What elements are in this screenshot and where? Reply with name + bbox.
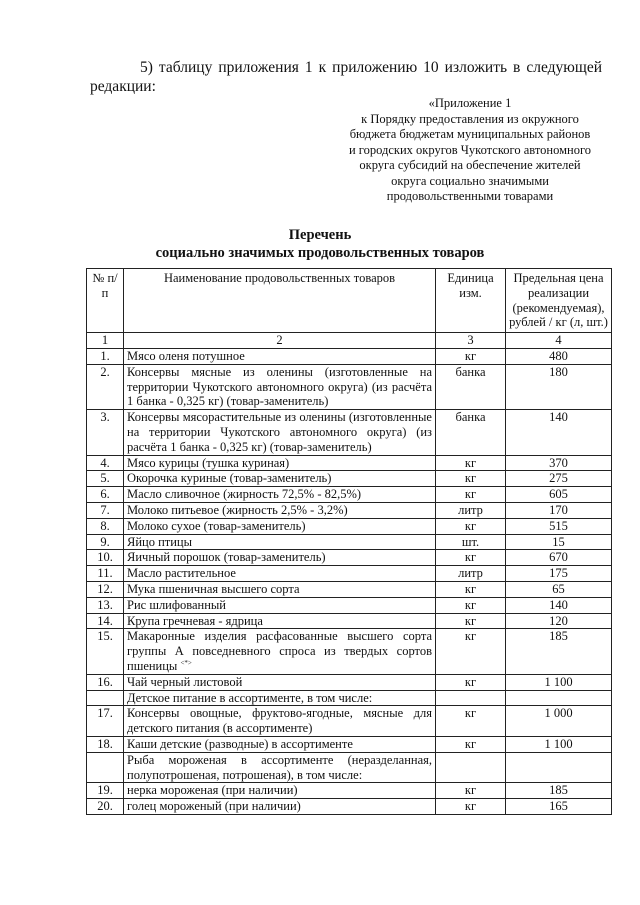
row-price [506, 364, 612, 409]
row-number [87, 502, 124, 518]
row-name [124, 550, 436, 566]
table-index-row [87, 333, 612, 349]
table-row [87, 455, 612, 471]
table-row [87, 783, 612, 799]
table-row [87, 550, 612, 566]
row-number-text: 20. [97, 799, 113, 814]
row-name-text: Детское питание в ассортименте, в том числе: [127, 690, 373, 705]
appendix-reference [320, 96, 620, 205]
row-name [124, 799, 436, 815]
table-row [87, 471, 612, 487]
intro-line-2: редакции: [90, 78, 156, 95]
row-price [506, 706, 612, 737]
row-price-text: 1 000 [544, 706, 573, 721]
header-name: Наименование продовольственных товаров [124, 269, 436, 333]
row-unit-text: кг [464, 471, 477, 486]
row-number [87, 348, 124, 364]
row-unit-text: кг [464, 487, 477, 502]
row-unit-text: литр [458, 566, 483, 581]
row-unit-text: кг [464, 706, 477, 721]
row-name-text: Макаронные изделия расфасованные высшего сорта группы А повседневного спроса из твердых сортов пшеницы [127, 629, 432, 673]
row-unit [436, 581, 506, 597]
table-row [87, 502, 612, 518]
row-name [124, 455, 436, 471]
row-price-text: 185 [549, 629, 568, 644]
row-price-text: 140 [549, 410, 568, 425]
row-unit-text: банка [455, 364, 486, 379]
table-row [87, 534, 612, 550]
row-name [124, 581, 436, 597]
row-unit-text: шт. [461, 534, 480, 549]
row-unit-text: банка [455, 410, 486, 425]
row-unit-text: литр [458, 502, 483, 517]
row-number [87, 613, 124, 629]
appendix-line: округа социально значимыми [391, 173, 549, 188]
row-number [87, 783, 124, 799]
appendix-line: «Приложение 1 [428, 96, 512, 110]
row-name-text: Рис шлифованный [127, 597, 226, 612]
row-price-text: 370 [549, 455, 568, 470]
heading-subtitle: социально значимых продовольственных товаров [155, 245, 485, 261]
row-price [506, 752, 612, 783]
row-number [87, 455, 124, 471]
row-number [87, 471, 124, 487]
row-number-text: 10. [97, 550, 113, 565]
row-unit [436, 455, 506, 471]
row-number-text: 12. [97, 581, 113, 596]
row-name-text: нерка мороженая (при наличии) [127, 783, 298, 798]
appendix-line: бюджета бюджетам муниципальных районов [349, 127, 591, 141]
row-number [87, 799, 124, 815]
row-number-text: 13. [97, 597, 113, 612]
row-unit-text: кг [464, 674, 477, 689]
row-name-text: Масло сливочное (жирность 72,5% - 82,5%) [127, 487, 362, 502]
row-unit [436, 613, 506, 629]
row-price [506, 613, 612, 629]
row-number [87, 410, 124, 455]
row-unit-text: кг [464, 783, 477, 798]
table-row [87, 674, 612, 690]
row-name-text: Чай черный листовой [127, 674, 243, 689]
row-name [124, 518, 436, 534]
row-price-text: 480 [549, 348, 568, 363]
row-price-text: 165 [549, 799, 568, 814]
row-unit [436, 752, 506, 783]
index-cell: 4 [506, 333, 612, 349]
row-number [87, 534, 124, 550]
row-price [506, 534, 612, 550]
row-name-text: голец мороженый (при наличии) [127, 799, 301, 814]
row-name-text: Каши детские (разводные) в ассортименте [127, 736, 353, 751]
row-price-text: 1 100 [544, 674, 573, 689]
row-number [87, 581, 124, 597]
row-number-text: 8. [100, 518, 110, 533]
table-header-row [87, 269, 612, 333]
intro-paragraph [90, 58, 602, 96]
row-name-text: Крупа гречневая - ядрица [127, 613, 263, 628]
row-name-text: Мясо оленя потушное [127, 348, 245, 363]
row-price-text: 515 [549, 518, 568, 533]
intro-line-1: 5) таблицу приложения 1 к приложению 10 изложить в следующей [140, 59, 602, 76]
row-number-text: 3. [100, 410, 110, 425]
row-unit [436, 706, 506, 737]
row-name-text: Окорочка куриные (товар-заменитель) [127, 471, 332, 486]
header-num: № п/п [87, 269, 124, 333]
row-unit [436, 487, 506, 503]
row-number [87, 518, 124, 534]
row-price-text: 605 [549, 487, 568, 502]
row-price-text: 185 [549, 783, 568, 798]
row-name-text: Мясо курицы (тушка куриная) [127, 455, 290, 470]
row-unit [436, 364, 506, 409]
table-row [87, 597, 612, 613]
row-number-text: 5. [100, 471, 110, 486]
row-unit-text: кг [464, 629, 477, 644]
row-unit [436, 597, 506, 613]
row-unit [436, 783, 506, 799]
row-price [506, 550, 612, 566]
row-unit-text: кг [464, 348, 477, 363]
row-number [87, 566, 124, 582]
table-row [87, 518, 612, 534]
row-price [506, 455, 612, 471]
table-row [87, 799, 612, 815]
row-name [124, 736, 436, 752]
row-name [124, 487, 436, 503]
row-number-text: 17. [97, 706, 113, 721]
appendix-line: округа субсидий на обеспечение жителей [359, 158, 581, 172]
row-price [506, 690, 612, 706]
row-unit [436, 518, 506, 534]
row-price [506, 597, 612, 613]
row-price-text: 1 100 [544, 736, 573, 751]
table-row [87, 348, 612, 364]
row-price [506, 674, 612, 690]
index-cell: 2 [124, 333, 436, 349]
row-price [506, 783, 612, 799]
row-number-text: 2. [100, 364, 110, 379]
row-name [124, 364, 436, 409]
row-price [506, 581, 612, 597]
table-row [87, 364, 612, 409]
row-name [124, 629, 436, 674]
row-number-text: 19. [97, 783, 113, 798]
row-name [124, 613, 436, 629]
row-price [506, 487, 612, 503]
row-unit [436, 410, 506, 455]
row-price-text: 170 [549, 502, 568, 517]
row-name-text: Рыба мороженая в ассортименте (неразделанная, полупотрошеная, потрошеная), в том числе: [127, 752, 432, 782]
row-name [124, 674, 436, 690]
row-unit-text: кг [464, 799, 477, 814]
row-price [506, 566, 612, 582]
row-name [124, 534, 436, 550]
row-unit [436, 348, 506, 364]
row-name [124, 410, 436, 455]
row-number-text: 16. [97, 674, 113, 689]
row-name [124, 597, 436, 613]
index-cell: 3 [436, 333, 506, 349]
row-unit-text: кг [464, 736, 477, 751]
row-price-text: 180 [549, 364, 568, 379]
row-number-text: 9. [100, 534, 110, 549]
row-number-text: 11. [97, 566, 113, 581]
heading-title: Перечень [288, 227, 352, 243]
row-name [124, 502, 436, 518]
row-price-text: 15 [552, 534, 565, 549]
row-unit-text: кг [464, 613, 477, 628]
row-name [124, 752, 436, 783]
table-row [87, 752, 612, 783]
footnote-mark: <*> [180, 658, 192, 667]
row-name-text: Мука пшеничная высшего сорта [127, 581, 300, 596]
row-unit [436, 690, 506, 706]
table-row [87, 613, 612, 629]
row-number-text: 14. [97, 613, 113, 628]
row-price [506, 518, 612, 534]
row-price-text: 140 [549, 597, 568, 612]
row-price-text: 175 [549, 566, 568, 581]
row-name-text: Молоко сухое (товар-заменитель) [127, 518, 306, 533]
row-unit-text: кг [464, 455, 477, 470]
row-number [87, 736, 124, 752]
row-price [506, 410, 612, 455]
goods-table [86, 268, 612, 815]
row-number [87, 629, 124, 674]
row-price [506, 348, 612, 364]
row-number [87, 597, 124, 613]
row-unit [436, 471, 506, 487]
row-price [506, 502, 612, 518]
row-number-text: 1. [100, 348, 110, 363]
row-unit-text: кг [464, 581, 477, 596]
row-number-text: 6. [100, 487, 110, 502]
row-number-text: 4. [100, 455, 110, 470]
table-row [87, 581, 612, 597]
header-unit: Единица изм. [436, 269, 506, 333]
row-unit [436, 799, 506, 815]
row-price-text: 275 [549, 471, 568, 486]
row-name [124, 566, 436, 582]
row-name-text: Консервы мясорастительные из оленины (изготовленные на территории Чукотского автономного округа) (из расчёта 1 банка - 0,325 кг) (товар-заменитель) [127, 410, 432, 454]
row-price [506, 471, 612, 487]
row-price-text: 670 [549, 550, 568, 565]
row-unit [436, 534, 506, 550]
table-row [87, 487, 612, 503]
row-unit-text: кг [464, 518, 477, 533]
row-number [87, 706, 124, 737]
row-name [124, 783, 436, 799]
row-price-text: 120 [549, 613, 568, 628]
row-name-text: Масло растительное [127, 566, 236, 581]
table-row [87, 736, 612, 752]
row-unit [436, 566, 506, 582]
row-number [87, 550, 124, 566]
row-price [506, 799, 612, 815]
row-name [124, 706, 436, 737]
table-row [87, 566, 612, 582]
table-row [87, 410, 612, 455]
row-number [87, 364, 124, 409]
table-row [87, 629, 612, 674]
row-number [87, 752, 124, 783]
row-number [87, 674, 124, 690]
table-row [87, 690, 612, 706]
list-heading [0, 226, 640, 262]
row-number [87, 690, 124, 706]
row-unit [436, 629, 506, 674]
row-number-text: 7. [100, 502, 110, 517]
row-unit [436, 674, 506, 690]
row-number-text: 15. [97, 629, 113, 644]
row-name-text: Молоко питьевое (жирность 2,5% - 3,2%) [127, 502, 348, 517]
header-price: Предельная цена реализации (рекомендуемая), рублей / кг (л, шт.) [506, 269, 612, 333]
row-unit [436, 736, 506, 752]
row-name [124, 690, 436, 706]
table-row [87, 706, 612, 737]
row-price-text: 65 [552, 581, 565, 596]
row-unit [436, 550, 506, 566]
row-name-text: Консервы мясные из оленины (изготовленные на территории Чукотского автономного округа) (из расчёта 1 банка - 0,325 кг) (товар-заменитель) [127, 364, 432, 409]
appendix-line: и городских округов Чукотского автономного [348, 142, 592, 157]
row-unit [436, 502, 506, 518]
row-number-text: 18. [97, 736, 113, 751]
appendix-line: к Порядку предоставления из окружного [361, 111, 579, 126]
row-name-text: Консервы овощные, фруктово-ягодные, мясные для детского питания (в ассортименте) [127, 706, 432, 736]
index-cell: 1 [87, 333, 124, 349]
table-body [87, 348, 612, 814]
appendix-line: продовольственными товарами [386, 189, 554, 203]
row-unit-text: кг [464, 597, 477, 612]
row-number [87, 487, 124, 503]
row-name-text: Яйцо птицы [127, 534, 193, 549]
row-name [124, 348, 436, 364]
row-unit-text: кг [464, 550, 477, 565]
row-price [506, 629, 612, 674]
row-name [124, 471, 436, 487]
row-name-text: Яичный порошок (товар-заменитель) [127, 550, 326, 565]
row-price [506, 736, 612, 752]
